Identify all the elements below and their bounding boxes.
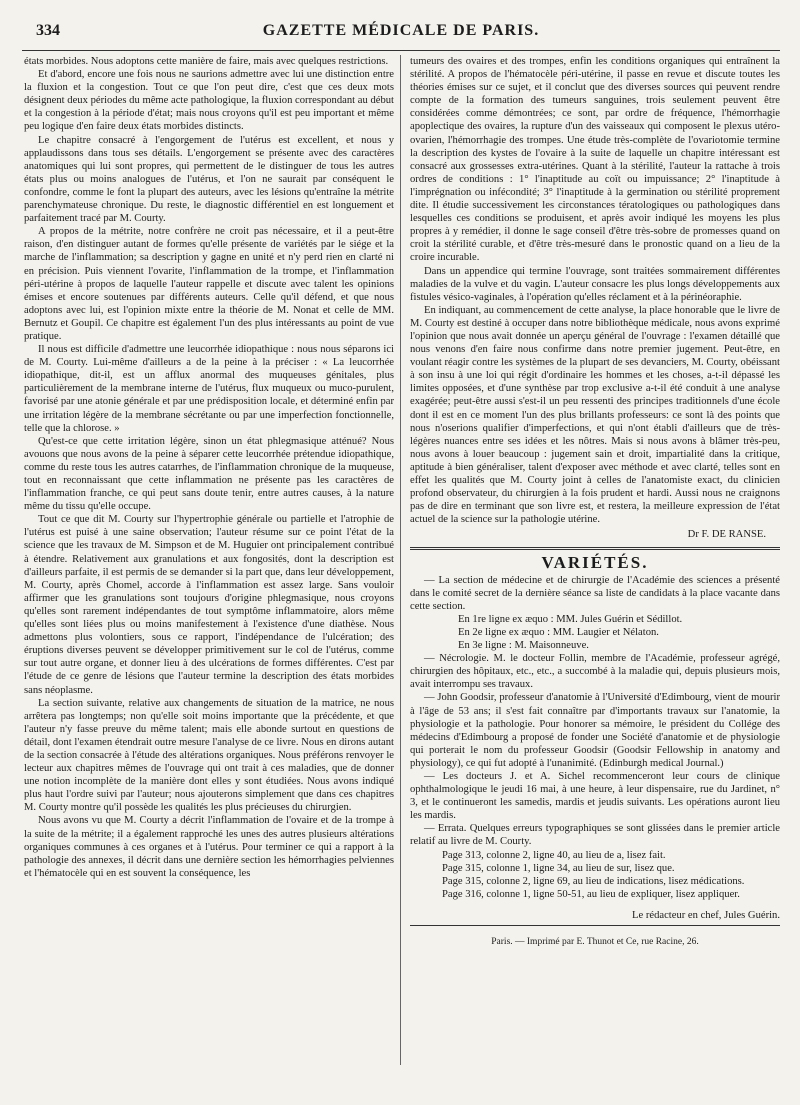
varietes-intro: — La section de médecine et de chirurgie de l'Académie des sciences a présenté dans le comité secret de la dernière séance sa liste de candidats à la place vacante dans cette section.: [410, 574, 780, 612]
page-number: 334: [36, 22, 60, 39]
necrologie-note: — Nécrologie. M. le docteur Follin, membre de l'Académie, professeur agrégé, chirurgien des hôpitaux, etc., etc., a succombé à la maladie qui, depuis plusieurs mois, avait interrompu ses travaux.: [410, 653, 780, 691]
paragraph: La section suivante, relative aux changements de situation de la matrice, ne nous arrêtera pas longtemps; non qu'elle soit moins importante que la précédente, et que l'auteur n'y fasse preuve du même talent; mais elle abonde surtout en questions de détail, dont l'examen étendrait outre mesure l'analyse de ce livre. Nous en dirons autant de la section consacrée à l'étude des altérations organiques. Nous préférons renvoyer le lecteur aux chapitres mêmes de l'ouvrage qui ont trait à ces maladies, que de donner une notion incomplète de la manière dont elles y sont étudiées. Nous avons indiqué plus haut l'ordre suivi par l'auteur; nous ajouterons simplement que dans ces chapitres M. Courty montre qu'il possède les qualités les plus précieuses du chirurgien.: [24, 697, 394, 814]
candidate-line: En 1re ligne ex æquo : MM. Jules Guérin et Sédillot.: [458, 613, 683, 625]
paragraph: états morbides. Nous adoptons cette manière de faire, mais avec quelques restrictions.: [24, 56, 389, 67]
paragraph: Qu'est-ce que cette irritation légère, sinon un état phlegmasique atténué? Nous avouons que nous avons de la peine à séparer cette leucorrhée prétendue idiopathique, comme du reste tous les autres catarrhes, de l'inflammation chronique de la muqueuse, tout en reconnaissant que cette inflammation ne présente pas les caractères de l'inflammation franche, ce qui peut sans doute tenir, entre autres causes, à la nature même du tissu qu'elle occupe.: [24, 435, 394, 513]
candidate-line: En 2e ligne ex æquo : MM. Laugier et Nélaton.: [458, 626, 659, 638]
varietes-title: VARIÉTÉS.: [541, 553, 649, 573]
errata-intro: — Errata. Quelques erreurs typographiques se sont glissées dans le premier article relatif au livre de M. Courty.: [410, 823, 780, 848]
paragraph: En indiquant, au commencement de cette analyse, la place honorable que le livre de M. Courty est destiné à occuper dans notre bibliothèque médicale, nous avons exprimé l'opinion que nous avait donnée un aperçu général de l'ouvrage : l'examen détaillé que nous venons d'en faire nous confirme dans notre premier jugement. Peut-être, en voulant réagir contre les systèmes de la plupart de ses devanciers, M. Courty, obéissant à son insu à une loi qui régit d'ordinaire les hommes et les choses, a-t-il dépassé les limites opposées, et d'une synthèse par trop exclusive a-t-il été conduit à une analyse exagérée; peut-être aussi s'est-il un peu ressenti des principes traditionnels d'une école dont il est en ce moment l'un des plus brillants professeurs: ce sont là des points que nous n'oserions qualifier d'imperfections, et qui n'ont établi d'ailleurs que de très-légères nuances entre ses idées et les nôtres. Mais si nous avons à blâmer très-peu, nous avons à louer beaucoup : jugement sain et droit, impartialité dans la critique, aptitude à bien généraliser, talent d'exposer avec méthode et avec clarté, telles sont en effet les qualités que M. Courty joint à celles de l'anatomiste exact, du clinicien profond observateur, du chirurgien à la fois prudent et hardi. Aussi nous ne craignons pas de dire en terminant que son livre est, et restera, la meilleure expression de l'état actuel de la science sur la pathologie utérine.: [410, 304, 780, 526]
page-header: [22, 20, 780, 51]
errata-line: Page 315, colonne 1, ligne 34, au lieu de sur, lisez que.: [442, 862, 675, 874]
editor-signature: Le rédacteur en chef, Jules Guérin.: [632, 909, 780, 921]
errata-line: Page 315, colonne 2, ligne 69, au lieu de indications, lisez médications.: [442, 875, 745, 887]
paragraph: Et d'abord, encore une fois nous ne saurions admettre avec lui une distinction entre la fluxion et la congestion. Tout ce que l'on peut dire, c'est que ces deux mots désignent deux périodes du même acte pathologique, la fluxion correspondant au début et la congestion à la période d'état; mais nous croyons qu'il est peu important et même peu logique d'en faire deux états morbides distincts.: [24, 69, 394, 133]
column-divider: [400, 55, 401, 1065]
paragraph: Dans un appendice qui termine l'ouvrage, sont traitées sommairement différentes maladies de la vulve et du vagin. L'auteur consacre les plus longs développements aux fistules vésico-vaginales, à l'opération qu'elles réclament et à la périnéoraphie.: [410, 265, 780, 303]
printer-line: Paris. — Imprimé par E. Thunot et Ce, rue Racine, 26.: [491, 937, 699, 947]
right-column: [410, 55, 780, 1075]
review-signature: Dr F. DE RANSE.: [687, 529, 766, 541]
paragraph: tumeurs des ovaires et des trompes, enfin les conditions organiques qui entraînent la stérilité. A propos de l'hématocèle péri-utérine, il passe en revue et discute toutes les théories émises sur ce sujet, et il conclut que des diverses sources qui peuvent rendre compte de la formation des tumeurs sanguines, trois seulement peuvent être considérées comme démontrées; ce sont, par ordre de fréquence, l'hémorrhagie apoplectique des ovaires, la rupture d'un des vaisseaux qui composent le plexus utéro-ovarien, l'hémorrhagie des trompes. Une étude très-complète de l'ovariotomie termine la description des kystes de l'ovaire à la suite de laquelle un chapitre intéressant est consacré aux grossesses extra-utérines. Quant à la stérilité, l'auteur la rattache à trois ordres de conditions : 1° l'inaptitude au coït ou impuissance; 2° l'inaptitude à l'imprégnation ou infécondité; 3° l'inaptitude à la germination ou stérilité proprement dite. Il étudie successivement les circonstances tératologiques ou pathologiques dans lesquelles ces conditions se produisent, et après avoir indiqué les moyens les plus propres à y remédier, il donne le sage conseil d'être très-sobre de promesses quand on croit la stérilité curable, et d'être très-mesuré dans le pronostic quand on a lieu de la croire incurable.: [410, 56, 780, 264]
candidate-line: En 3e ligne : M. Maisonneuve.: [458, 640, 589, 652]
paragraph: Il nous est difficile d'admettre une leucorrhée idiopathique : nous nous séparons ici de M. Courty. Lui-même d'ailleurs a de la peine à la préciser : « La leucorrhée idiopathique, dit-il, est un afflux anormal des muqueuses génitales, plus particulièrement de la membrane interne de l'utérus, flux muqueux ou muco-purulent, favorisé par une atonie générale et par une prédisposition locale, et déterminé enfin par une irritation légère de la membrane sécrétante ou par une imperfection fonctionnelle, telle que la chlorose. »: [24, 344, 394, 434]
paragraph: Tout ce que dit M. Courty sur l'hypertrophie générale ou partielle et l'atrophie de l'utérus est puisé à une saine observation; l'auteur résume sur ce point l'état de la science que les travaux de M. Simpson et de M. Huguier ont principalement contribué à étendre. Relativement aux granulations et aux fongosités, dont la description est d'ailleurs parfaite, il est permis de se demander si la part que, dans leur développement, M. Courty, après Chomel, accorde à l'inflammation est assez large. Sans vouloir affirmer que les granulations sont toujours d'origine phlegmasique, nous croyons qu'elles sont rarement indépendantes de tout symptôme inflammatoire, alors même qu'elles sont liées plus ou moins manifestement à l'existence d'une diathèse. Nous admettons plus volontiers, sous ce rapport, l'indépendance de l'ulcération; des éruptions diverses peuvent se développer primitivement sur le col de l'utérus, comme sur tout autre organe, et donner lieu à des ulcérations de formes différentes. C'est par l'étude de ce genre de lésions que l'auteur termine la description des états morbides sans néoplasme.: [24, 514, 394, 696]
section-divider: [410, 547, 780, 550]
goodsir-note: — John Goodsir, professeur d'anatomie à l'Université d'Edimbourg, vient de mourir à l'âge de 53 ans; il s'est fait connaître par d'importants travaux sur l'anatomie, la physiologie et la pathologie. Pour honorer sa mémoire, le président du Collége des médecins d'Edimbourg a proposé de fonder une Société d'anatomie et de physiologie qui porterait le nom du professeur Goodsir (Goodsir Fellowship in anatomy and physiology), ce qui fut adopté à l'unanimité. (Edinburgh medical Journal.): [410, 692, 780, 769]
sichel-note: — Les docteurs J. et A. Sichel recommenceront leur cours de clinique ophthalmologique le jeudi 16 mai, à une heure, à leur dispensaire, rue du Jardinet, n° 3, et le continueront les samedis, mardis et jeudis suivants. Les opérations auront lieu les mardis.: [410, 770, 780, 822]
left-column: [24, 55, 394, 1075]
paragraph: Le chapitre consacré à l'engorgement de l'utérus est excellent, et nous y applaudissons dans tous ses détails. L'engorgement se présente avec des caractères anatomiques qui lui sont propres, qui permettent de le distinguer de tous les autres états plus ou moins analogues de l'utérus, et l'on ne saurait par conséquent le confondre, comme le font la plupart des auteurs, avec les lésions qu'entraîne la métrite parenchymateuse chronique. Du reste, le diagnostic différentiel en est longuement et parfaitement tracé par M. Courty.: [24, 134, 394, 225]
journal-title: GAZETTE MÉDICALE DE PARIS.: [262, 22, 540, 39]
paragraph: Nous avons vu que M. Courty a décrit l'inflammation de l'ovaire et de la trompe à la suite de la métrite; il a également rapproché les unes des autres plusieurs altérations organiques communes à ces organes et à l'utérus. Pour terminer ce qui a rapport à la pathologie des annexes, il décrit dans une dernière section les hémorrhagies pelviennes et l'hématocèle qui en est souvent la conséquence, les: [24, 815, 394, 879]
paragraph: A propos de la métrite, notre confrère ne croit pas nécessaire, et il a peut-être raison, d'en distinguer autant de formes qu'elle présente de variétés par le siége et la marche de l'inflammation; sa description y gagne en unité et n'y perd rien en clarté ni en précision. Puis viennent l'ovarite, l'inflammation de la trompe, et l'inflammation péri-utérine à propos de laquelle l'auteur rappelle et discute avec talent les opinions émises et encore soutenues par différents auteurs. Celle qu'il défend, et que nous adoptons avec lui, est l'opinion mixte entre la théorie de M. Nonat et celle de MM. Bernutz et Goupil. Ce chapitre est également l'un des plus intéressants au point de vue pratique.: [24, 226, 394, 342]
errata-line: Page 316, colonne 1, ligne 50-51, au lieu de expliquer, lisez appliquer.: [442, 888, 740, 900]
footer-divider: [410, 925, 780, 926]
errata-line: Page 313, colonne 2, ligne 40, au lieu de a, lisez fait.: [442, 849, 666, 861]
